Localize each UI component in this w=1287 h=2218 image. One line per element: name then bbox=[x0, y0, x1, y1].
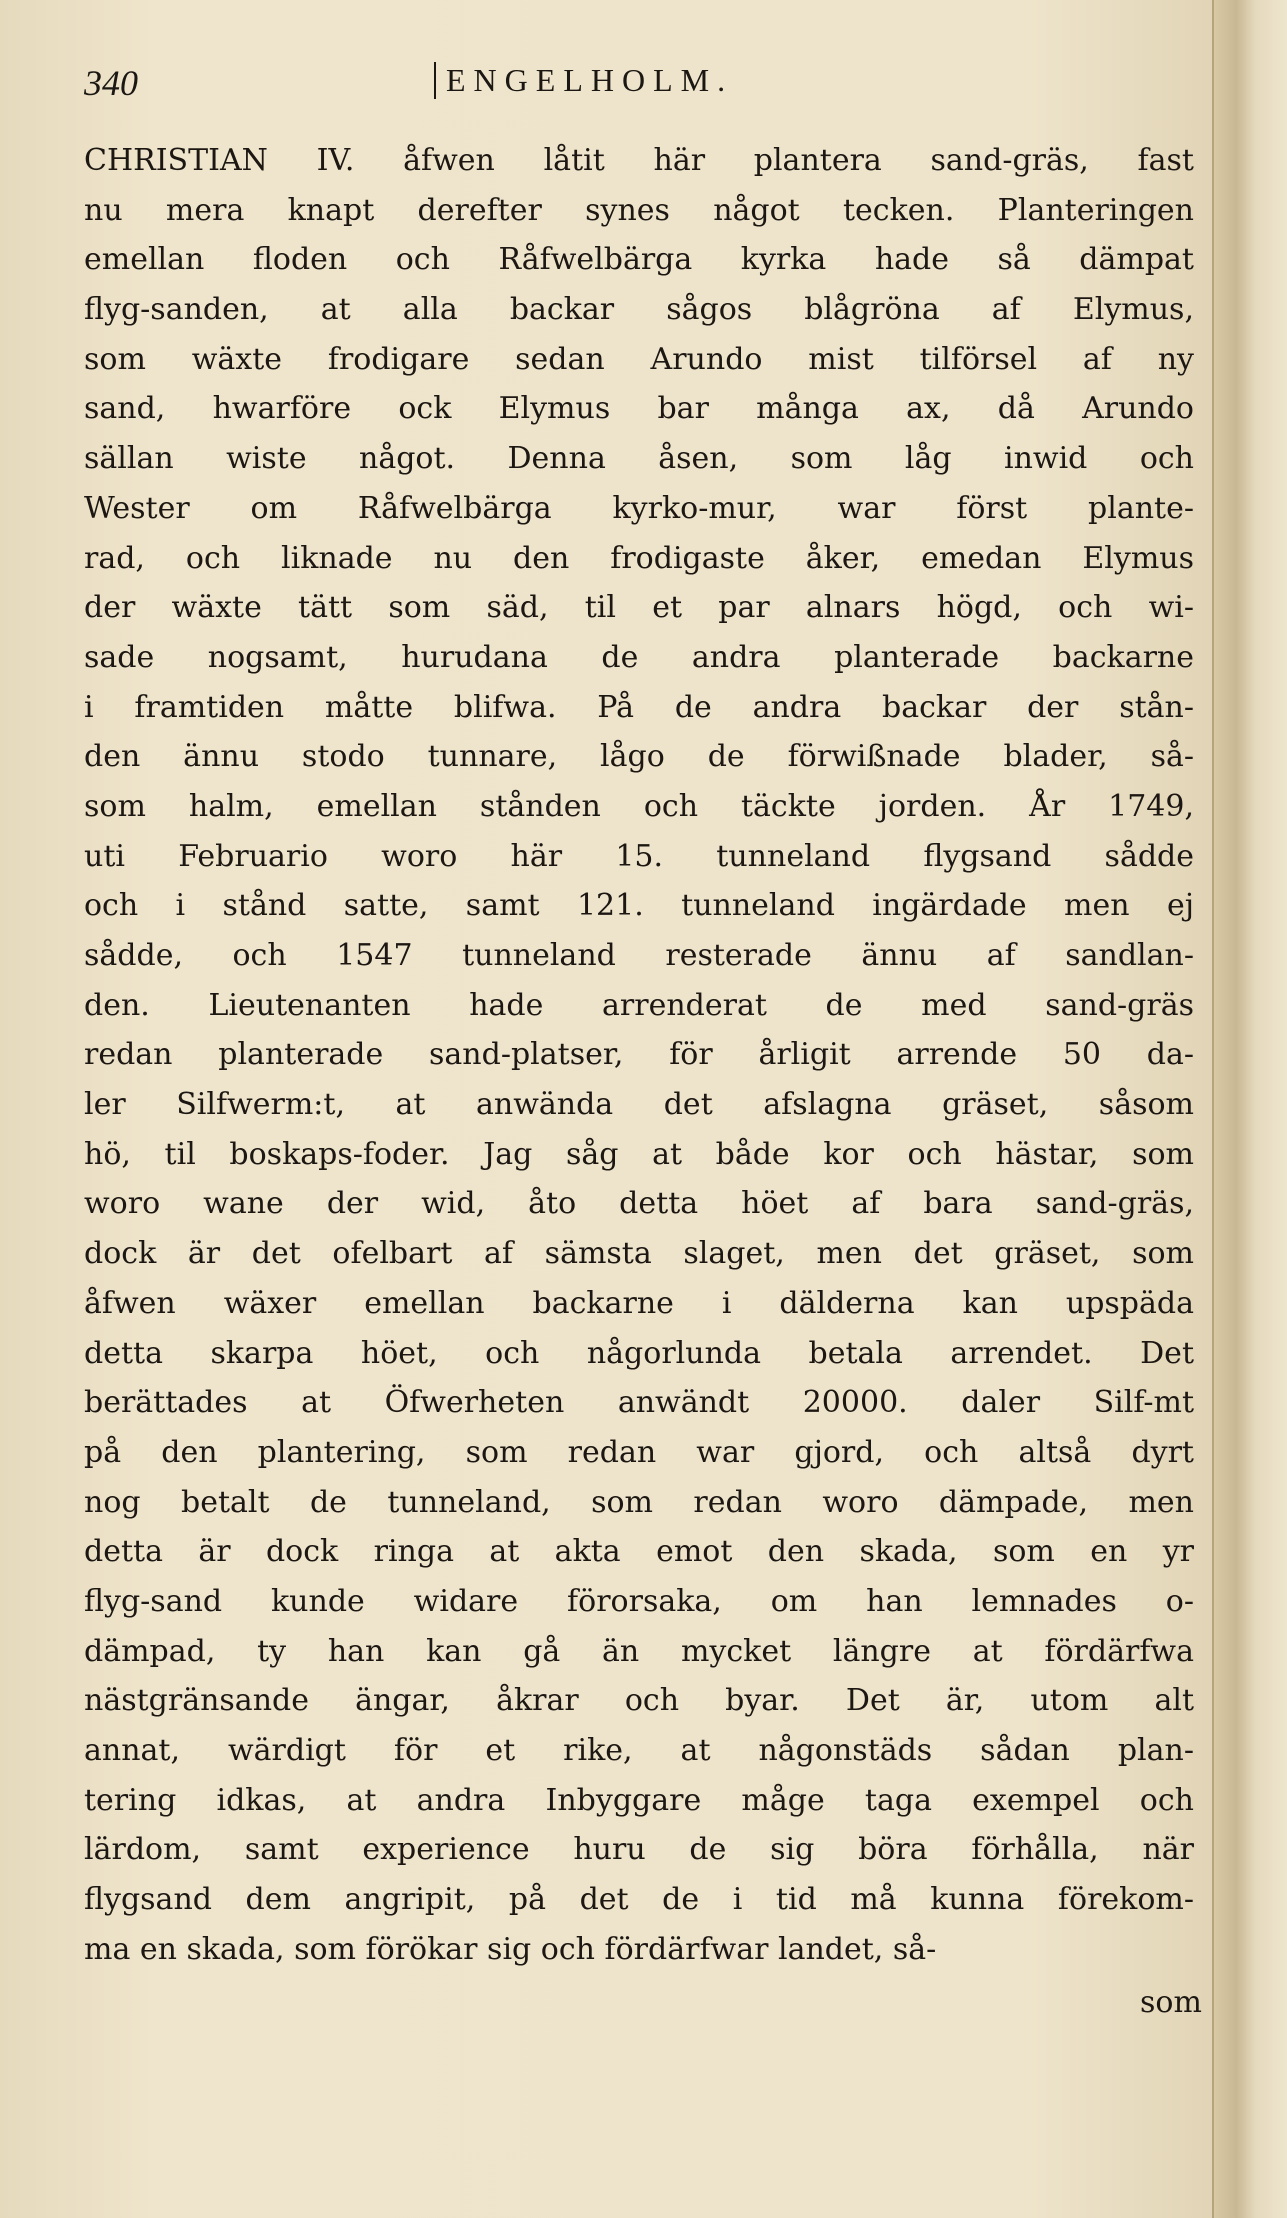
text-line: emellan floden och Råfwelbärga kyrka hade så dämpat bbox=[84, 242, 1194, 278]
text-line: CHRISTIAN IV. åfwen låtit här plantera sand-gräs, fast bbox=[84, 143, 1194, 178]
text-line: dämpad, ty han kan gå än mycket längre at fördärfwa bbox=[84, 1633, 1194, 1669]
text-line: flygsand dem angripit, på det de i tid må kunna förekom- bbox=[84, 1882, 1194, 1918]
text-line: nu mera knapt derefter synes något tecken. Planteringen bbox=[84, 192, 1194, 228]
text-line: som halm, emellan stånden och täckte jorden. År 1749, bbox=[84, 788, 1194, 824]
text-line: Wester om Råfwelbärga kyrko-mur, war först plante- bbox=[84, 490, 1194, 526]
body-text bbox=[84, 136, 1194, 1974]
text-line: sällan wiste något. Denna åsen, som låg inwid och bbox=[84, 441, 1194, 477]
text-line: flyg-sanden, at alla backar sågos blågröna af Elymus, bbox=[84, 292, 1194, 328]
text-line: nästgränsande ängar, åkrar och byar. Det är, utom alt bbox=[84, 1683, 1194, 1719]
text-line: annat, wärdigt för et rike, at någonstäds sådan plan- bbox=[84, 1733, 1194, 1768]
text-line: tering idkas, at andra Inbyggare måge taga exempel och bbox=[84, 1782, 1194, 1818]
text-line: uti Februario woro här 15. tunneland flygsand sådde bbox=[84, 838, 1194, 874]
page-number: 340 bbox=[84, 63, 138, 103]
text-line: den. Lieutenanten hade arrenderat de med sand-gräs bbox=[84, 987, 1194, 1023]
text-line: åfwen wäxer emellan backarne i dälderna kan upspäda bbox=[84, 1285, 1194, 1321]
text-line: sand, hwarföre ock Elymus bar många ax, då Arundo bbox=[84, 391, 1194, 427]
text-line: ler Silfwerm:t, at anwända det afslagna gräset, såsom bbox=[84, 1087, 1194, 1123]
text-line: detta är dock ringa at akta emot den skada, som en yr bbox=[84, 1534, 1194, 1570]
catchword: som bbox=[1140, 1985, 1202, 2020]
text-line: dock är det ofelbart af sämsta slaget, men det gräset, som bbox=[84, 1236, 1194, 1272]
text-line: der wäxte tätt som säd, til et par alnars högd, och wi- bbox=[84, 590, 1194, 626]
text-line: och i stånd satte, samt 121. tunneland ingärdade men ej bbox=[84, 888, 1194, 924]
text-line: woro wane der wid, åto detta höet af bara sand-gräs, bbox=[84, 1186, 1194, 1222]
text-line: detta skarpa höet, och någorlunda betala arrendet. Det bbox=[84, 1335, 1194, 1371]
text-line: den ännu stodo tunnare, lågo de förwißnade blader, så- bbox=[84, 739, 1194, 775]
text-line: nog betalt de tunneland, som redan woro dämpade, men bbox=[84, 1484, 1194, 1520]
text-line: hö, til boskaps-foder. Jag såg at både kor och hästar, som bbox=[84, 1136, 1194, 1172]
text-line: flyg-sand kunde widare förorsaka, om han lemnades o- bbox=[84, 1583, 1194, 1619]
text-line: rad, och liknade nu den frodigaste åker, emedan Elymus bbox=[84, 540, 1194, 576]
text-line: redan planterade sand-platser, för årligit arrende 50 da- bbox=[84, 1037, 1194, 1073]
text-line: lärdom, samt experience huru de sig böra förhålla, när bbox=[84, 1832, 1194, 1868]
text-line: i framtiden måtte blifwa. På de andra backar der stån- bbox=[84, 689, 1194, 725]
text-line: ma en skada, som förökar sig och fördärfwar landet, så- bbox=[84, 1931, 937, 1967]
text-line: som wäxte frodigare sedan Arundo mist tilförsel af ny bbox=[84, 341, 1194, 377]
page-header bbox=[84, 62, 1194, 110]
text-line: på den plantering, som redan war gjord, och altså dyrt bbox=[84, 1434, 1194, 1470]
running-head: ENGELHOLM. bbox=[434, 62, 733, 99]
book-spine bbox=[1212, 0, 1287, 2218]
text-line: sådde, och 1547 tunneland resterade ännu af sandlan- bbox=[84, 938, 1194, 973]
text-line: berättades at Öfwerheten anwändt 20000. daler Silf-mt bbox=[84, 1385, 1194, 1421]
text-line: sade nogsamt, hurudana de andra planterade backarne bbox=[84, 639, 1194, 675]
